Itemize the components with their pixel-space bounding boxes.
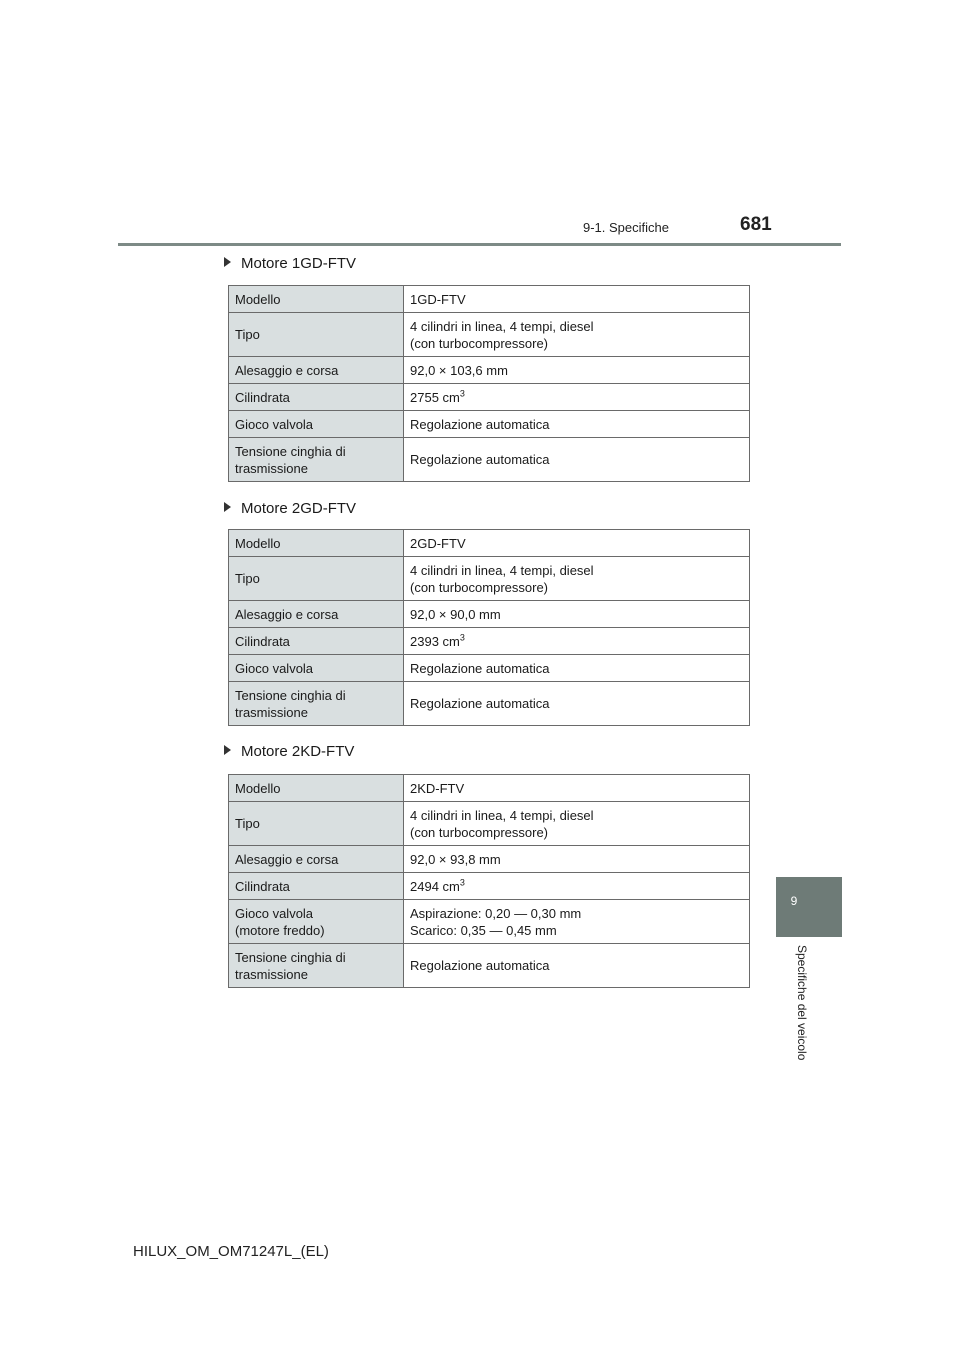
displacement-value: 2494 cm [410, 878, 460, 894]
superscript: 3 [459, 877, 465, 888]
label-line: Tensione cinghia di [235, 949, 346, 965]
table-row [229, 438, 750, 482]
triangle-bullet-icon [224, 502, 231, 512]
section-heading-1gd [224, 255, 356, 272]
displacement-value: 2755 cm [410, 389, 460, 405]
value-line: (con turbocompressore) [410, 824, 548, 840]
row-label: Gioco valvola [229, 411, 404, 438]
label-line: (motore freddo) [235, 922, 325, 938]
row-value [404, 873, 750, 900]
label-line: Gioco valvola [235, 905, 314, 921]
row-value [404, 900, 750, 944]
row-label: Tipo [229, 313, 404, 357]
table-row [229, 628, 750, 655]
table-row [229, 530, 750, 557]
table-row [229, 900, 750, 944]
section-heading-text: Motore 2GD-FTV [241, 500, 357, 517]
section-heading-text: Motore 2KD-FTV [241, 743, 355, 760]
row-label: Cilindrata [229, 384, 404, 411]
row-label: Alesaggio e corsa [229, 357, 404, 384]
header-section-title: 9-1. Specifiche [583, 220, 669, 235]
row-value: 2KD-FTV [404, 775, 750, 802]
value-line: Scarico: 0,35 — 0,45 mm [410, 922, 557, 938]
row-value: 92,0 × 90,0 mm [404, 601, 750, 628]
row-label: Gioco valvola [229, 655, 404, 682]
label-line: Tensione cinghia di [235, 443, 346, 459]
row-label: Modello [229, 286, 404, 313]
row-value: 1GD-FTV [404, 286, 750, 313]
section-heading-text: Motore 1GD-FTV [241, 255, 357, 272]
row-value: Regolazione automatica [404, 438, 750, 482]
section-heading-2gd [224, 500, 356, 517]
row-value: Regolazione automatica [404, 411, 750, 438]
label-line: Tensione cinghia di [235, 687, 346, 703]
footer-doc-code: HILUX_OM_OM71247L_(EL) [133, 1243, 329, 1260]
row-label: Cilindrata [229, 873, 404, 900]
row-label: Tipo [229, 802, 404, 846]
page-number: 681 [740, 214, 772, 235]
value-line: (con turbocompressore) [410, 579, 548, 595]
table-row [229, 655, 750, 682]
row-label: Tipo [229, 557, 404, 601]
row-value [404, 557, 750, 601]
chapter-number: 9 [790, 894, 798, 908]
chapter-tab [776, 877, 842, 937]
row-value [404, 628, 750, 655]
table-row [229, 802, 750, 846]
row-label: Modello [229, 530, 404, 557]
table-row [229, 775, 750, 802]
row-value [404, 313, 750, 357]
row-label [229, 682, 404, 726]
row-value: Regolazione automatica [404, 944, 750, 988]
row-label: Cilindrata [229, 628, 404, 655]
displacement-value: 2393 cm [410, 633, 460, 649]
triangle-bullet-icon [224, 257, 231, 267]
table-row [229, 873, 750, 900]
table-row [229, 557, 750, 601]
table-row [229, 357, 750, 384]
spec-table-2gd [228, 529, 750, 726]
row-value [404, 802, 750, 846]
table-row [229, 384, 750, 411]
row-value: Regolazione automatica [404, 655, 750, 682]
header-divider [118, 243, 841, 246]
superscript: 3 [459, 388, 465, 399]
row-label [229, 900, 404, 944]
label-line: trasmissione [235, 966, 308, 982]
value-line: 4 cilindri in linea, 4 tempi, diesel [410, 562, 594, 578]
table-row [229, 846, 750, 873]
table-row [229, 682, 750, 726]
row-label [229, 944, 404, 988]
section-heading-2kd [224, 743, 354, 760]
row-label: Alesaggio e corsa [229, 601, 404, 628]
table-row [229, 313, 750, 357]
superscript: 3 [459, 632, 465, 643]
chapter-title: Specifiche del veicolo [795, 945, 809, 1061]
row-label: Alesaggio e corsa [229, 846, 404, 873]
value-line: (con turbocompressore) [410, 335, 548, 351]
value-line: 4 cilindri in linea, 4 tempi, diesel [410, 318, 594, 334]
spec-table-1gd [228, 285, 750, 482]
value-line: 4 cilindri in linea, 4 tempi, diesel [410, 807, 594, 823]
label-line: trasmissione [235, 704, 308, 720]
table-row [229, 944, 750, 988]
row-value: 92,0 × 103,6 mm [404, 357, 750, 384]
row-value: 2GD-FTV [404, 530, 750, 557]
table-row [229, 601, 750, 628]
row-label [229, 438, 404, 482]
table-row [229, 286, 750, 313]
value-line: Aspirazione: 0,20 — 0,30 mm [410, 905, 582, 921]
spec-table-2kd [228, 774, 750, 988]
row-label: Modello [229, 775, 404, 802]
table-row [229, 411, 750, 438]
row-value: 92,0 × 93,8 mm [404, 846, 750, 873]
label-line: trasmissione [235, 460, 308, 476]
row-value: Regolazione automatica [404, 682, 750, 726]
triangle-bullet-icon [224, 745, 231, 755]
row-value [404, 384, 750, 411]
